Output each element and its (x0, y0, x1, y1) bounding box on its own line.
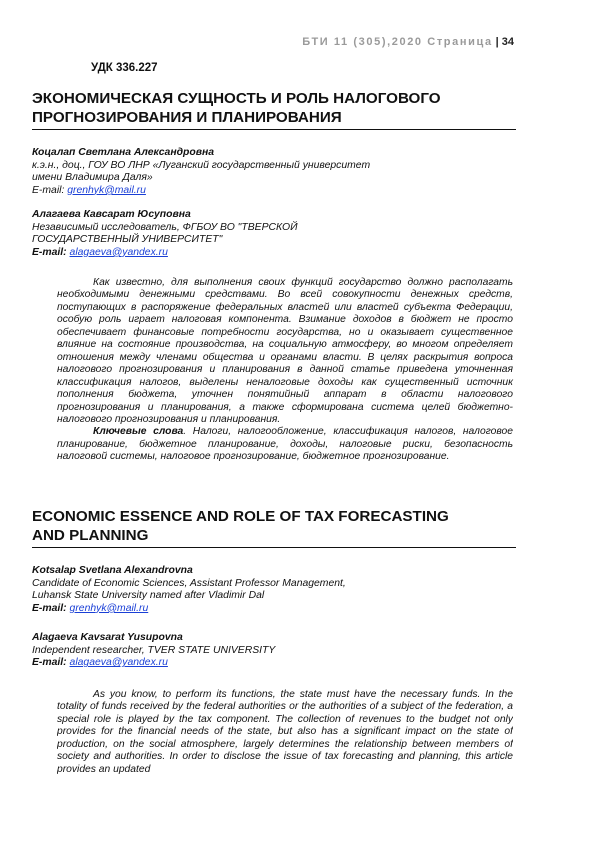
en-abstract (57, 689, 513, 839)
ru-author-2-affiliation-2: ГОСУДАРСТВЕННЫЙ УНИВЕРСИТЕТ" (32, 234, 223, 246)
ru-author-1-name: Коцалап Светлана Александровна (32, 147, 215, 158)
ru-author-2-email-label: E-mail: (32, 246, 67, 258)
ru-author-2 (32, 209, 532, 259)
en-author-1 (32, 565, 532, 615)
udc-code: УДК 336.227 (91, 62, 158, 74)
en-author-2 (32, 632, 532, 670)
en-author-2-name: Alagaeva Kavsarat Yusupovna (32, 632, 183, 643)
en-author-2-email-label: E-mail: (32, 657, 67, 669)
en-author-1-affiliation-2: Luhansk State University named after Vladimir Dal (32, 590, 265, 602)
running-header (302, 36, 514, 48)
en-author-2-email-link[interactable]: alagaeva@yandex.ru (69, 657, 168, 669)
en-author-1-email-label: E-mail: (32, 602, 67, 614)
en-title (32, 507, 516, 545)
ru-author-2-affiliation-1: Независимый исследователь, ФГБОУ ВО "ТВЕРСКОЙ (32, 221, 298, 233)
ru-keywords (57, 426, 513, 463)
en-title-rule (32, 547, 516, 548)
en-author-1-name: Kotsalap Svetlana Alexandrovna (32, 565, 193, 576)
en-title-line-2: AND PLANNING (32, 527, 149, 544)
ru-keywords-text: . Налоги, налогообложение, классификация налогов, налоговое планирование, бюджетное планирование, доходы, налоговые риски, безопасность налоговой системы, налоговое прогнозирование, бюджетное прогнозирование. (57, 426, 513, 463)
header-separator: | (495, 36, 499, 48)
en-author-2-affiliation-1: Independent researcher, TVER STATE UNIVERSITY (32, 644, 276, 656)
en-author-1-email-link[interactable]: grenhyk@mail.ru (69, 602, 149, 614)
en-abstract-text: As you know, to perform its functions, the state must have the necessary funds. In the totality of funds received by the federal authorities or the authorities of a subject of the federation, a special role is played by the tax component. The collection of revenues to the budget not only provides for the financial needs of the state, but also has a significant impact on the state of production, on the social atmosphere, largely determines the relationship between members of society and authorities. In order to disclose the issue of tax forecasting and planning, this article provides an updated (57, 689, 513, 775)
ru-author-1-email-link[interactable]: grenhyk@mail.ru (67, 184, 146, 196)
ru-abstract-text: Как известно, для выполнения своих функций государство должно располагать необходимыми денежными средствами. Во всей совокупности денежных средств, поступающих в распоряжение федеральных властей или властей субъекта Федерации, особую роль играет налоговая компонента. Взимание доходов в бюджет не просто обеспечивает финансовые потребности государства, но и оказывает существенное влияние на состояние производства, на социальную атмосферу, во многом определяет отношения между членами общества и органами власти. В целях раскрытия вопроса налогового прогнозирования и планирования в данной статье приведена уточненная классификация налогов, выделены неналоговые доходы как существенный источник пополнения бюджета, уточнен понятийный аппарат в области налогового прогнозирования и планирования, а также сформирована система целей бюджетно-налогового прогнозирования и планирования. (57, 277, 513, 425)
ru-abstract (57, 277, 513, 464)
en-author-1-affiliation-1: Candidate of Economic Sciences, Assistant Professor Management, (32, 577, 346, 589)
ru-keywords-label: Ключевые слова (93, 426, 184, 438)
ru-title (32, 89, 516, 127)
ru-title-line-1: ЭКОНОМИЧЕСКАЯ СУЩНОСТЬ И РОЛЬ НАЛОГОВОГО (32, 90, 441, 107)
ru-title-rule (32, 129, 516, 130)
ru-author-1-affiliation-2: имени Владимира Даля» (32, 172, 153, 184)
ru-author-1 (32, 147, 532, 197)
ru-author-1-email-label: E-mail: (32, 184, 65, 196)
ru-author-2-name: Алагаева Кавсарат Юсуповна (32, 209, 191, 220)
ru-author-1-affiliation-1: к.э.н., доц., ГОУ ВО ЛНР «Луганский государственный университет (32, 159, 371, 171)
ru-author-2-email-link[interactable]: alagaeva@yandex.ru (69, 246, 168, 258)
ru-title-line-2: ПРОГНОЗИРОВАНИЯ И ПЛАНИРОВАНИЯ (32, 109, 342, 126)
journal-issue: БТИ 11 (305),2020 Страница (302, 36, 493, 48)
en-title-line-1: ECONOMIC ESSENCE AND ROLE OF TAX FORECASTING (32, 508, 449, 525)
page-number: 34 (501, 36, 514, 48)
